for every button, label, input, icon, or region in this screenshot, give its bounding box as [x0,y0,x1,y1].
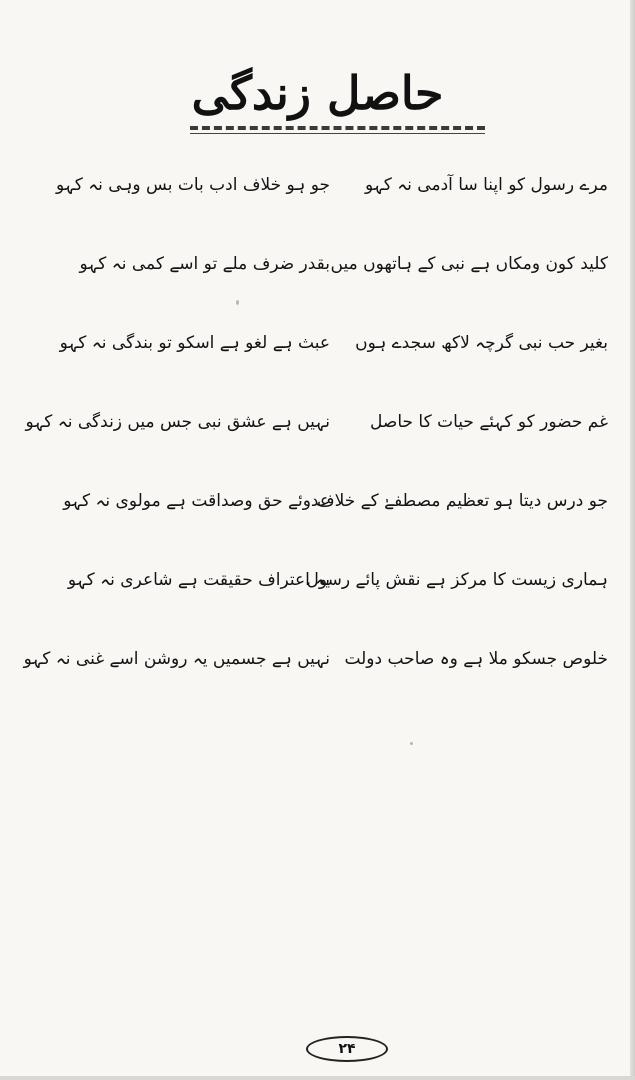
couplet [60,478,620,557]
couplet-second-line: یہ اعتراف حقیقت ہے شاعری نہ کہو [67,570,330,590]
paper-speck [410,742,413,745]
couplet-first-line: جو درس دیتا ہو تعظیم مصطفےٰ کے خلاف [316,491,608,511]
couplet-first-line: بغیر حب نبی گرچہ لاکھ سجدے ہوں [355,333,608,353]
page-number: ۲۴ [338,1041,356,1057]
couplet [60,557,620,636]
page-edge-shadow [630,0,635,1080]
couplet-first-line: کلید کون ومکاں ہے نبی کے ہاتھوں میں [330,254,608,274]
couplet-second-line: بقدر ضرف ملے تو اسے کمی نہ کہو [79,254,330,274]
paper-speck [236,300,239,305]
couplet-first-line: خلوص جسکو ملا ہے وہ صاحب دولت [344,649,608,669]
couplet-second-line: عبث ہے لغو ہے اسکو تو بندگی نہ کہو [59,333,330,353]
couplet-second-line: نہیں ہے جسمیں یہ روشن اسے غنی نہ کہو [23,649,330,669]
couplet [60,320,620,399]
couplet-second-line: جو ہو خلاف ادب بات بس وہی نہ کہو [55,175,330,195]
title-underline [190,133,485,134]
couplet-second-line: نہیں ہے عشق نبی جس میں زندگی نہ کہو [25,412,330,432]
couplet-first-line: ہماری زیست کا مرکز ہے نقش پائے رسول [306,570,608,590]
poem-title: حاصل زندگی [191,66,444,120]
couplet [23,636,620,715]
couplet-second-line: عدوئے حق وصداقت ہے مولوی نہ کہو [63,491,330,511]
poem-body [23,162,620,715]
page-bottom-edge [0,1076,635,1080]
couplet [55,162,620,241]
page-number-badge [306,1036,388,1062]
title-underline-dashed [190,126,485,130]
couplet-first-line: غم حضور کو کہئے حیات کا حاصل [370,412,608,432]
couplet [25,399,620,478]
couplet-first-line: مرے رسول کو اپنا سا آدمی نہ کہو [364,175,608,195]
couplet [60,241,620,320]
